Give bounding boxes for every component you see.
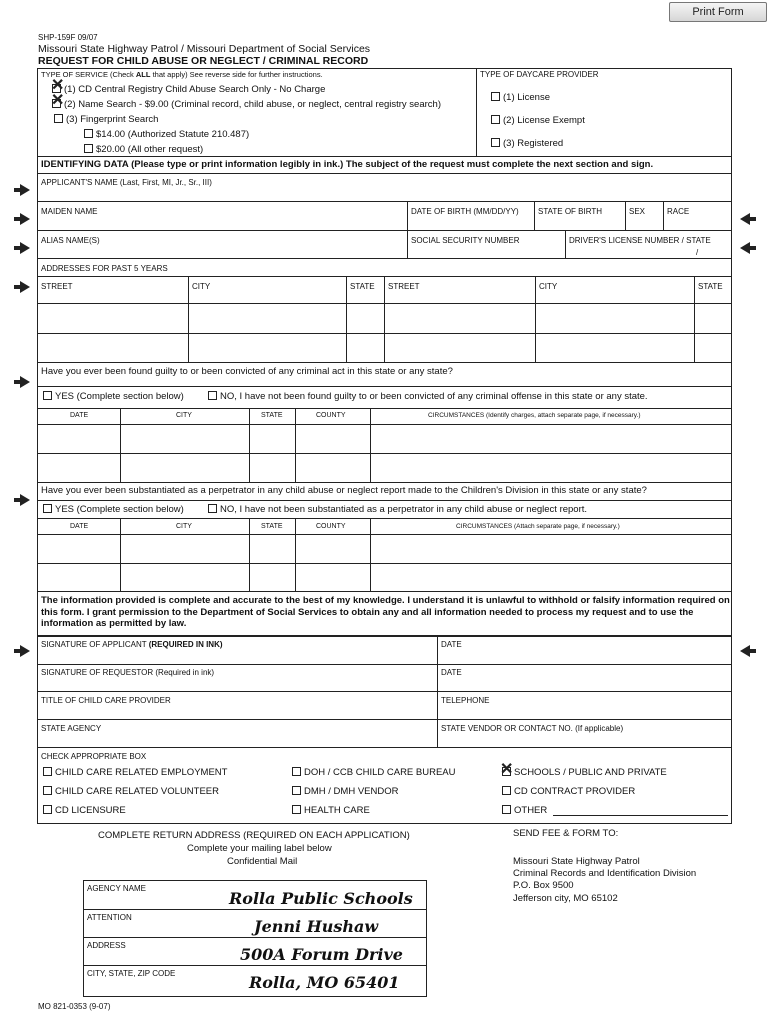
form-code: SHP-159F 09/07	[38, 33, 98, 42]
return-address-heading: COMPLETE RETURN ADDRESS (REQUIRED ON EACH APPLICATION)	[98, 830, 410, 841]
checkmark-x-icon: ✕	[51, 77, 65, 94]
send-address-line-2: Criminal Records and Identification Division	[513, 868, 697, 879]
checkbox[interactable]	[502, 805, 511, 814]
dob-label: DATE OF BIRTH (MM/DD/YY)	[411, 207, 519, 216]
checkbox[interactable]	[208, 391, 217, 400]
criminal-col-circumstances: CIRCUMSTANCES (Identify charges, attach separate page, if necessary.)	[428, 412, 641, 419]
option-cd-contract-provider[interactable]: CD CONTRACT PROVIDER	[502, 786, 635, 797]
city-state-zip-value[interactable]: Rolla, MO 65401	[249, 973, 400, 992]
checkbox[interactable]	[208, 504, 217, 513]
form-footer-code: MO 821-0353 (9-07)	[38, 1002, 111, 1011]
option-health-care[interactable]: HEALTH CARE	[292, 805, 370, 816]
certification-statement: The information provided is complete and accurate to the best of my knowledge. I understand it is unlawful to withhold or falsify information required on this form. I grant permission to the Department of Social Services to obtain any and all information needed to process my request and to use the information as permitted by law.	[41, 595, 730, 629]
daycare-option-1[interactable]: (1) License	[491, 92, 550, 103]
attention-label: ATTENTION	[87, 913, 132, 922]
option-schools[interactable]: SCHOOLS / PUBLIC AND PRIVATE	[502, 767, 667, 778]
criminal-col-county: COUNTY	[316, 412, 346, 419]
signature-frame	[37, 636, 732, 748]
service-heading: TYPE OF SERVICE (Check ALL that apply) See reverse side for further instructions.	[41, 70, 323, 79]
arrow-right-icon	[20, 494, 30, 506]
applicant-signature-label: SIGNATURE OF APPLICANT (REQUIRED IN INK)	[41, 640, 223, 649]
service-option-3b[interactable]: $20.00 (All other request)	[84, 144, 203, 155]
abuse-col-city: CITY	[176, 523, 192, 530]
check-box-heading: CHECK APPROPRIATE BOX	[41, 752, 147, 761]
checkbox[interactable]	[292, 767, 301, 776]
sex-label: SEX	[629, 207, 646, 216]
agency-name-value[interactable]: Rolla Public Schools	[229, 889, 413, 908]
criminal-yes[interactable]: YES (Complete section below)	[43, 391, 184, 402]
requestor-date-label: DATE	[441, 668, 462, 677]
attention-value[interactable]: Jenni Hushaw	[254, 917, 379, 936]
criminal-col-state: STATE	[261, 412, 283, 419]
criminal-no[interactable]: NO, I have not been found guilty to or been convicted of any criminal offense in this state or any state.	[208, 391, 648, 402]
arrow-left-icon	[740, 645, 750, 657]
checkbox[interactable]	[84, 144, 93, 153]
checkbox[interactable]	[43, 767, 52, 776]
address-value[interactable]: 500A Forum Drive	[240, 945, 403, 964]
arrow-right-icon	[20, 645, 30, 657]
checkbox[interactable]	[43, 805, 52, 814]
drivers-license-label: DRIVER'S LICENSE NUMBER / STATE	[569, 236, 711, 245]
requestor-signature-label: SIGNATURE OF REQUESTOR (Required in ink)	[41, 668, 215, 677]
checkbox[interactable]	[491, 138, 500, 147]
checkbox[interactable]	[54, 114, 63, 123]
send-address-line-3: P.O. Box 9500	[513, 880, 574, 891]
daycare-option-3[interactable]: (3) Registered	[491, 138, 563, 149]
send-address-line-4: Jefferson city, MO 65102	[513, 893, 618, 904]
criminal-question: Have you ever been found guilty to or been convicted of any criminal act in this state or any state?	[41, 366, 453, 377]
addresses-heading: ADDRESSES FOR PAST 5 YEARS	[41, 264, 168, 273]
option-child-care-volunteer[interactable]: CHILD CARE RELATED VOLUNTEER	[43, 786, 219, 797]
city-label-1: CITY	[192, 282, 211, 291]
alias-label: ALIAS NAME(S)	[41, 236, 100, 245]
vendor-label: STATE VENDOR OR CONTACT NO. (If applicable)	[441, 724, 624, 733]
option-child-care-employment[interactable]: CHILD CARE RELATED EMPLOYMENT	[43, 767, 227, 778]
state-label-2: STATE	[698, 282, 723, 291]
print-form-button[interactable]: Print Form	[669, 2, 767, 22]
service-option-3[interactable]: (3) Fingerprint Search	[54, 114, 158, 125]
option-cd-licensure[interactable]: CD LICENSURE	[43, 805, 126, 816]
checkbox[interactable]	[292, 786, 301, 795]
checkbox[interactable]	[43, 391, 52, 400]
form-title: REQUEST FOR CHILD ABUSE OR NEGLECT / CRIMINAL RECORD	[38, 55, 369, 67]
confidential-mail: Confidential Mail	[227, 856, 298, 867]
race-label: RACE	[667, 207, 690, 216]
street-label-2: STREET	[388, 282, 420, 291]
abuse-col-date: DATE	[70, 523, 89, 530]
send-fee-heading: SEND FEE & FORM TO:	[513, 828, 619, 839]
checkbox[interactable]	[502, 786, 511, 795]
agency-name-label: AGENCY NAME	[87, 884, 146, 893]
state-agency-label: STATE AGENCY	[41, 724, 102, 733]
dl-slash: /	[696, 248, 699, 257]
identifying-heading: IDENTIFYING DATA (Please type or print information legibly in ink.) The subject of the request must complete the next section and sign.	[41, 159, 654, 170]
arrow-left-icon	[740, 242, 750, 254]
other-input-line[interactable]	[553, 815, 728, 816]
service-option-2[interactable]: (2) Name Search - $9.00 (Criminal record, child abuse, or neglect, central registry search)	[52, 99, 441, 110]
criminal-col-date: DATE	[70, 412, 89, 419]
arrow-right-icon	[20, 376, 30, 388]
option-dmh-vendor[interactable]: DMH / DMH VENDOR	[292, 786, 398, 797]
arrow-right-icon	[20, 281, 30, 293]
service-option-3a[interactable]: $14.00 (Authorized Statute 210.487)	[84, 129, 249, 140]
city-label-2: CITY	[539, 282, 558, 291]
street-label-1: STREET	[41, 282, 73, 291]
state-of-birth-label: STATE OF BIRTH	[538, 207, 603, 216]
arrow-right-icon	[20, 242, 30, 254]
checkbox[interactable]	[43, 504, 52, 513]
city-state-zip-label: CITY, STATE, ZIP CODE	[87, 969, 176, 978]
agency-line: Missouri State Highway Patrol / Missouri Department of Social Services	[38, 43, 371, 55]
arrow-right-icon	[20, 213, 30, 225]
abuse-col-circumstances: CIRCUMSTANCES (Attach separate page, if necessary.)	[456, 523, 620, 530]
send-address-line-1: Missouri State Highway Patrol	[513, 856, 640, 867]
checkbox[interactable]	[43, 786, 52, 795]
checkbox[interactable]	[491, 92, 500, 101]
service-option-1[interactable]: (1) CD Central Registry Child Abuse Search Only - No Charge	[52, 84, 325, 95]
abuse-col-county: COUNTY	[316, 523, 346, 530]
telephone-label: TELEPHONE	[441, 696, 490, 705]
abuse-no[interactable]: NO, I have not been substantiated as a perpetrator in any child abuse or neglect report.	[208, 504, 587, 515]
ssn-label: SOCIAL SECURITY NUMBER	[411, 236, 520, 245]
arrow-right-icon	[20, 184, 30, 196]
checkbox[interactable]	[292, 805, 301, 814]
option-doh-ccb[interactable]: DOH / CCB CHILD CARE BUREAU	[292, 767, 456, 778]
option-other[interactable]: OTHER	[502, 805, 547, 816]
provider-title-label: TITLE OF CHILD CARE PROVIDER	[41, 696, 171, 705]
applicant-date-label: DATE	[441, 640, 462, 649]
abuse-yes[interactable]: YES (Complete section below)	[43, 504, 184, 515]
arrow-left-icon	[740, 213, 750, 225]
daycare-option-2[interactable]: (2) License Exempt	[491, 115, 585, 126]
abuse-col-state: STATE	[261, 523, 283, 530]
state-label-1: STATE	[350, 282, 375, 291]
return-address-subheading: Complete your mailing label below	[187, 843, 332, 854]
daycare-heading: TYPE OF DAYCARE PROVIDER	[480, 70, 599, 79]
address-label: ADDRESS	[87, 941, 126, 950]
checkbox[interactable]	[84, 129, 93, 138]
checkmark-x-icon: ✕	[500, 761, 514, 778]
checkbox[interactable]	[491, 115, 500, 124]
abuse-question: Have you ever been substantiated as a perpetrator in any child abuse or neglect report made to the Children's Division in this state or any state?	[41, 485, 647, 496]
checkmark-x-icon: ✕	[51, 92, 65, 109]
criminal-col-city: CITY	[176, 412, 192, 419]
maiden-name-label: MAIDEN NAME	[41, 207, 98, 216]
applicant-name-label: APPLICANT'S NAME (Last, First, MI, Jr., Sr., III)	[41, 178, 212, 187]
